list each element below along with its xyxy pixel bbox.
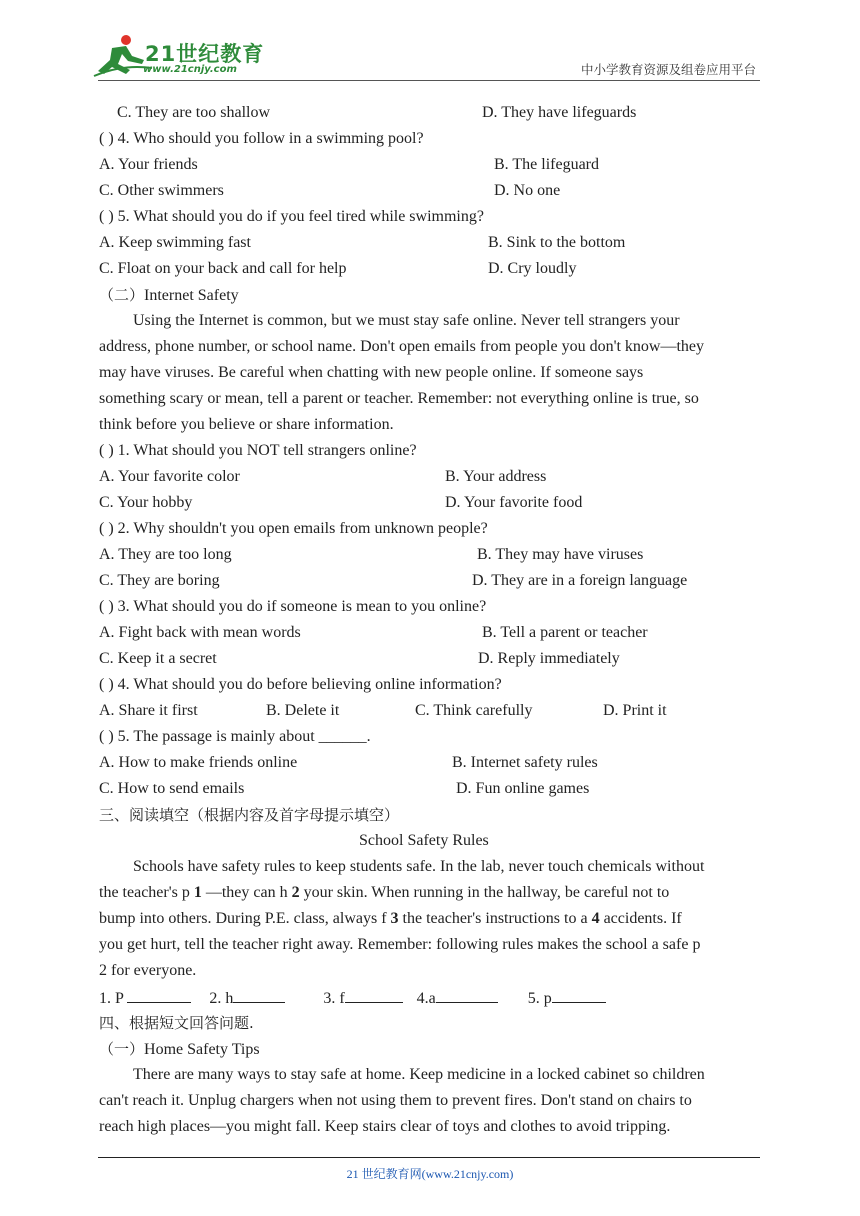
option-b: B. Your address [445, 468, 547, 485]
option-c: C. Your hobby [99, 494, 193, 511]
passage-line: Using the Internet is common, but we must stay safe online. Never tell strangers your [133, 312, 680, 329]
passage-line: reach high places—you might fall. Keep stairs clear of toys and clothes to avoid tripping. [99, 1118, 671, 1135]
passage-line: 2 for everyone. [99, 962, 197, 979]
option-c: C. Keep it a secret [99, 650, 217, 667]
passage-title: School Safety Rules [359, 832, 489, 849]
option-b: B. Delete it [266, 702, 340, 719]
text: your skin. When running in the hallway, be careful not to [299, 884, 670, 901]
question-4: ( ) 4. Who should you follow in a swimming pool? [99, 130, 424, 147]
blank-number: 2 [291, 884, 300, 901]
option-c: C. They are boring [99, 572, 220, 589]
question-1: ( ) 1. What should you NOT tell strangers online? [99, 442, 417, 459]
section-title-text: Internet Safety [144, 287, 239, 304]
option-d: D. They are in a foreign language [472, 572, 688, 589]
passage-line: something scary or mean, tell a parent or teacher. Remember: not everything online is true, so [99, 390, 699, 407]
option-b: B. Internet safety rules [452, 754, 598, 771]
option-c: C. Float on your back and call for help [99, 260, 347, 277]
logo-text: 21世纪教育 [145, 42, 265, 66]
blank-number: 1 [193, 884, 202, 901]
blank-number: 3 [390, 910, 399, 927]
answer-1-label: 1. P [99, 990, 124, 1007]
option-a: A. Your friends [99, 156, 198, 173]
option-a: A. They are too long [99, 546, 232, 563]
option-a: A. Keep swimming fast [99, 234, 251, 251]
question-3: ( ) 3. What should you do if someone is mean to you online? [99, 598, 487, 615]
header-divider [98, 80, 760, 81]
answer-4-label: 4.a [416, 990, 436, 1007]
passage-line [99, 883, 669, 903]
answer-2-label: 2. h [209, 990, 234, 1007]
question-4: ( ) 4. What should you do before believing online information? [99, 676, 502, 693]
option-d: D. Print it [603, 702, 667, 719]
text: the teacher's p [99, 884, 194, 901]
option-b: B. Sink to the bottom [488, 234, 626, 251]
passage-line: can't reach it. Unplug chargers when not using them to prevent fires. Don't stand on chairs to [99, 1092, 692, 1109]
section-number: （一） [99, 1040, 145, 1058]
page-header [0, 0, 860, 84]
answer-3-blank[interactable] [345, 987, 403, 1003]
passage-line [99, 909, 682, 929]
answer-blanks [99, 987, 606, 1009]
passage-line: Schools have safety rules to keep students safe. In the lab, never touch chemicals without [133, 858, 705, 875]
option-d: D. Cry loudly [488, 260, 577, 277]
answer-3-label: 3. f [323, 990, 345, 1007]
answer-5-blank[interactable] [552, 987, 606, 1003]
text: accidents. If [599, 910, 682, 927]
question-2: ( ) 2. Why shouldn't you open emails from unknown people? [99, 520, 488, 537]
answer-5-label: 5. p [527, 990, 552, 1007]
question-5: ( ) 5. The passage is mainly about ______. [99, 728, 371, 745]
option-d: D. They have lifeguards [482, 104, 637, 121]
section-title [99, 1039, 260, 1060]
option-a: A. Share it first [99, 702, 198, 719]
platform-name: 中小学教育资源及组卷应用平台 [580, 62, 756, 77]
passage-line: think before you believe or share information. [99, 416, 394, 433]
logo-url: www.21cnjy.com [143, 64, 237, 75]
option-d: D. No one [494, 182, 561, 199]
option-d: D. Your favorite food [445, 494, 583, 511]
option-c: C. They are too shallow [117, 104, 271, 121]
section-heading: 三、阅读填空（根据内容及首字母提示填空） [99, 806, 400, 824]
text: bump into others. During P.E. class, always f [99, 910, 391, 927]
passage-line: may have viruses. Be careful when chatting with new people online. If someone says [99, 364, 644, 381]
option-c: C. How to send emails [99, 780, 245, 797]
footer-text: 21 世纪教育网(www.21cnjy.com) [346, 1167, 514, 1181]
blank-number: 4 [591, 910, 600, 927]
section-title [99, 285, 239, 306]
section-heading: 四、根据短文回答问题. [99, 1014, 254, 1032]
option-a: A. How to make friends online [99, 754, 298, 771]
section-title-text: Home Safety Tips [144, 1041, 260, 1058]
answer-2-blank[interactable] [233, 987, 285, 1003]
passage-line: you get hurt, tell the teacher right away. Remember: following rules makes the school a safe p [99, 936, 701, 953]
option-c: C. Other swimmers [99, 182, 224, 199]
text: —they can h [201, 884, 292, 901]
text: the teacher's instructions to a [398, 910, 592, 927]
question-5: ( ) 5. What should you do if you feel tired while swimming? [99, 208, 484, 225]
footer-divider [98, 1157, 760, 1158]
answer-4-blank[interactable] [436, 987, 498, 1003]
option-b: B. The lifeguard [494, 156, 600, 173]
answer-1-blank[interactable] [127, 987, 191, 1003]
option-b: B. Tell a parent or teacher [482, 624, 648, 641]
option-d: D. Reply immediately [478, 650, 620, 667]
option-a: A. Fight back with mean words [99, 624, 301, 641]
passage-line: There are many ways to stay safe at home. Keep medicine in a locked cabinet so children [133, 1066, 705, 1083]
option-c: C. Think carefully [415, 702, 533, 719]
option-a: A. Your favorite color [99, 468, 240, 485]
option-d: D. Fun online games [456, 780, 590, 797]
passage-line: address, phone number, or school name. Don't open emails from people you don't know—they [99, 338, 704, 355]
option-b: B. They may have viruses [477, 546, 644, 563]
section-number: （二） [99, 286, 145, 304]
